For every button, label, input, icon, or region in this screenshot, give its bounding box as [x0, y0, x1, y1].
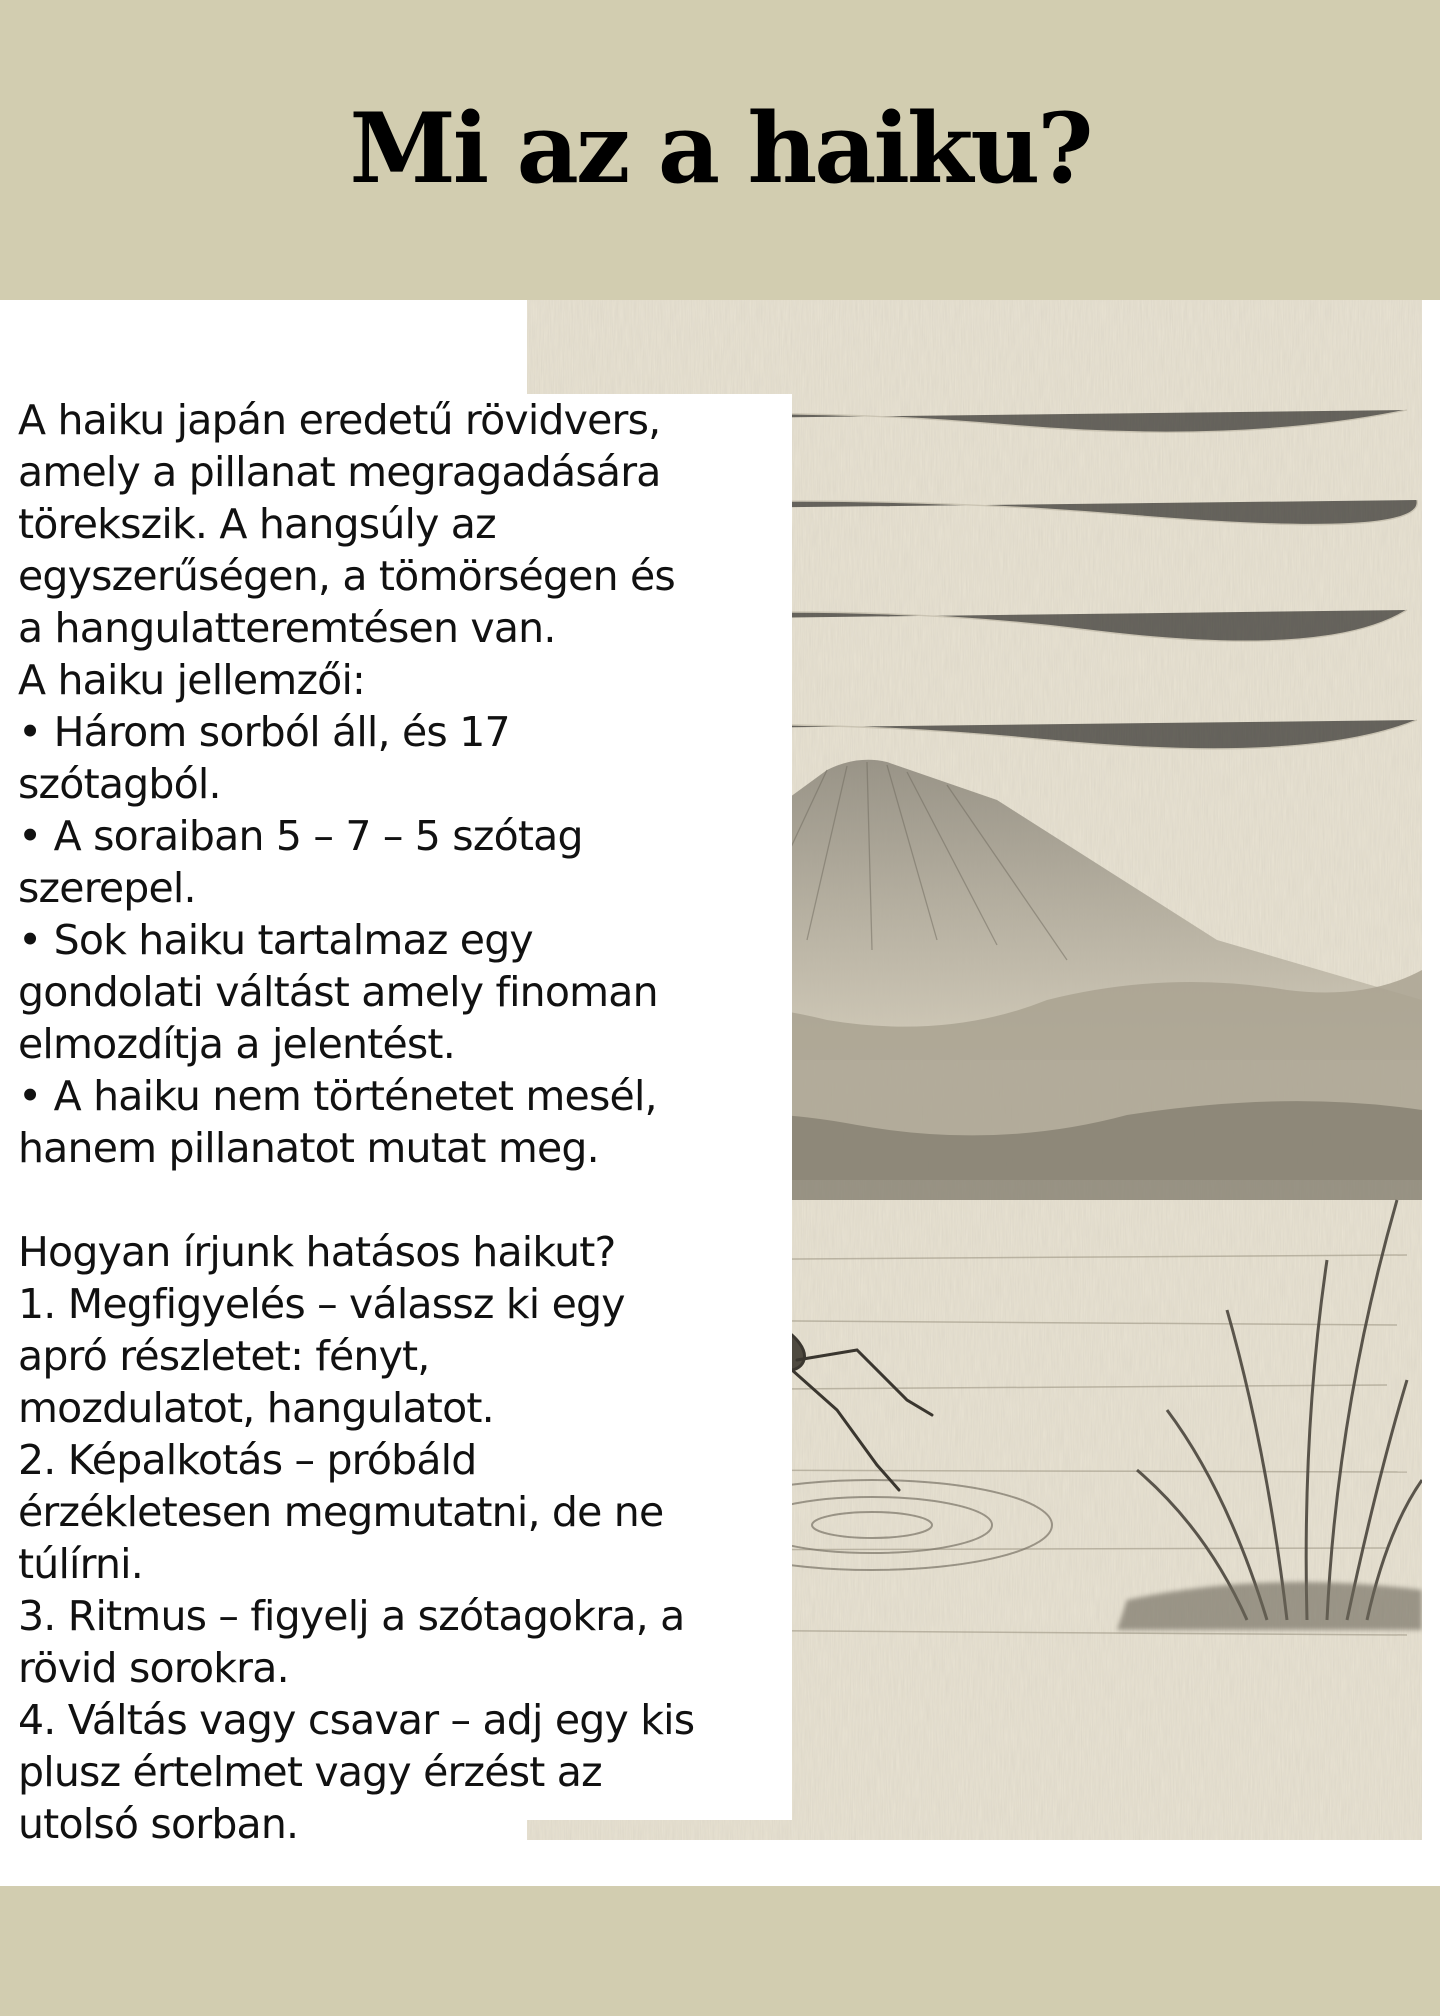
article-body — [18, 394, 793, 1850]
step-line: apró részletet: fényt, — [18, 1332, 430, 1380]
step-line: plusz értelmet vagy érzést az — [18, 1748, 602, 1796]
footer-band — [0, 1886, 1440, 2016]
intro-line: egyszerűségen, a tömörségen és — [18, 552, 675, 600]
page-title: Mi az a haiku? — [349, 92, 1091, 205]
step-line: rövid sorokra. — [18, 1644, 289, 1692]
paragraph-spacer — [18, 1174, 793, 1226]
feature-line: elmozdítja a jelentést. — [18, 1020, 455, 1068]
feature-line: szótagból. — [18, 760, 221, 808]
feature-line: gondolati váltást amely finoman — [18, 968, 658, 1016]
feature-line: • A haiku nem történetet mesél, — [18, 1072, 657, 1120]
step-line: 1. Megfigyelés – válassz ki egy — [18, 1280, 625, 1328]
feature-line: • Sok haiku tartalmaz egy — [18, 916, 533, 964]
intro-line: a hangulatteremtésen van. — [18, 604, 556, 652]
intro-line: A haiku japán eredetű rövidvers, — [18, 396, 661, 444]
step-line: 2. Képalkotás – próbáld — [18, 1436, 477, 1484]
feature-line: hanem pillanatot mutat meg. — [18, 1124, 599, 1172]
step-line: mozdulatot, hangulatot. — [18, 1384, 494, 1432]
features-heading: A haiku jellemzői: — [18, 656, 366, 704]
step-line: túlírni. — [18, 1540, 143, 1588]
feature-line: • Három sorból áll, és 17 — [18, 708, 510, 756]
howto-heading: Hogyan írjunk hatásos haikut? — [18, 1228, 616, 1276]
intro-line: amely a pillanat megragadására — [18, 448, 661, 496]
feature-line: szerepel. — [18, 864, 196, 912]
step-line: 3. Ritmus – figyelj a szótagokra, a — [18, 1592, 685, 1640]
feature-line: • A soraiban 5 – 7 – 5 szótag — [18, 812, 583, 860]
step-line: utolsó sorban. — [18, 1800, 299, 1848]
step-line: 4. Váltás vagy csavar – adj egy kis — [18, 1696, 695, 1744]
intro-line: törekszik. A hangsúly az — [18, 500, 496, 548]
step-line: érzékletesen megmutatni, de ne — [18, 1488, 664, 1536]
